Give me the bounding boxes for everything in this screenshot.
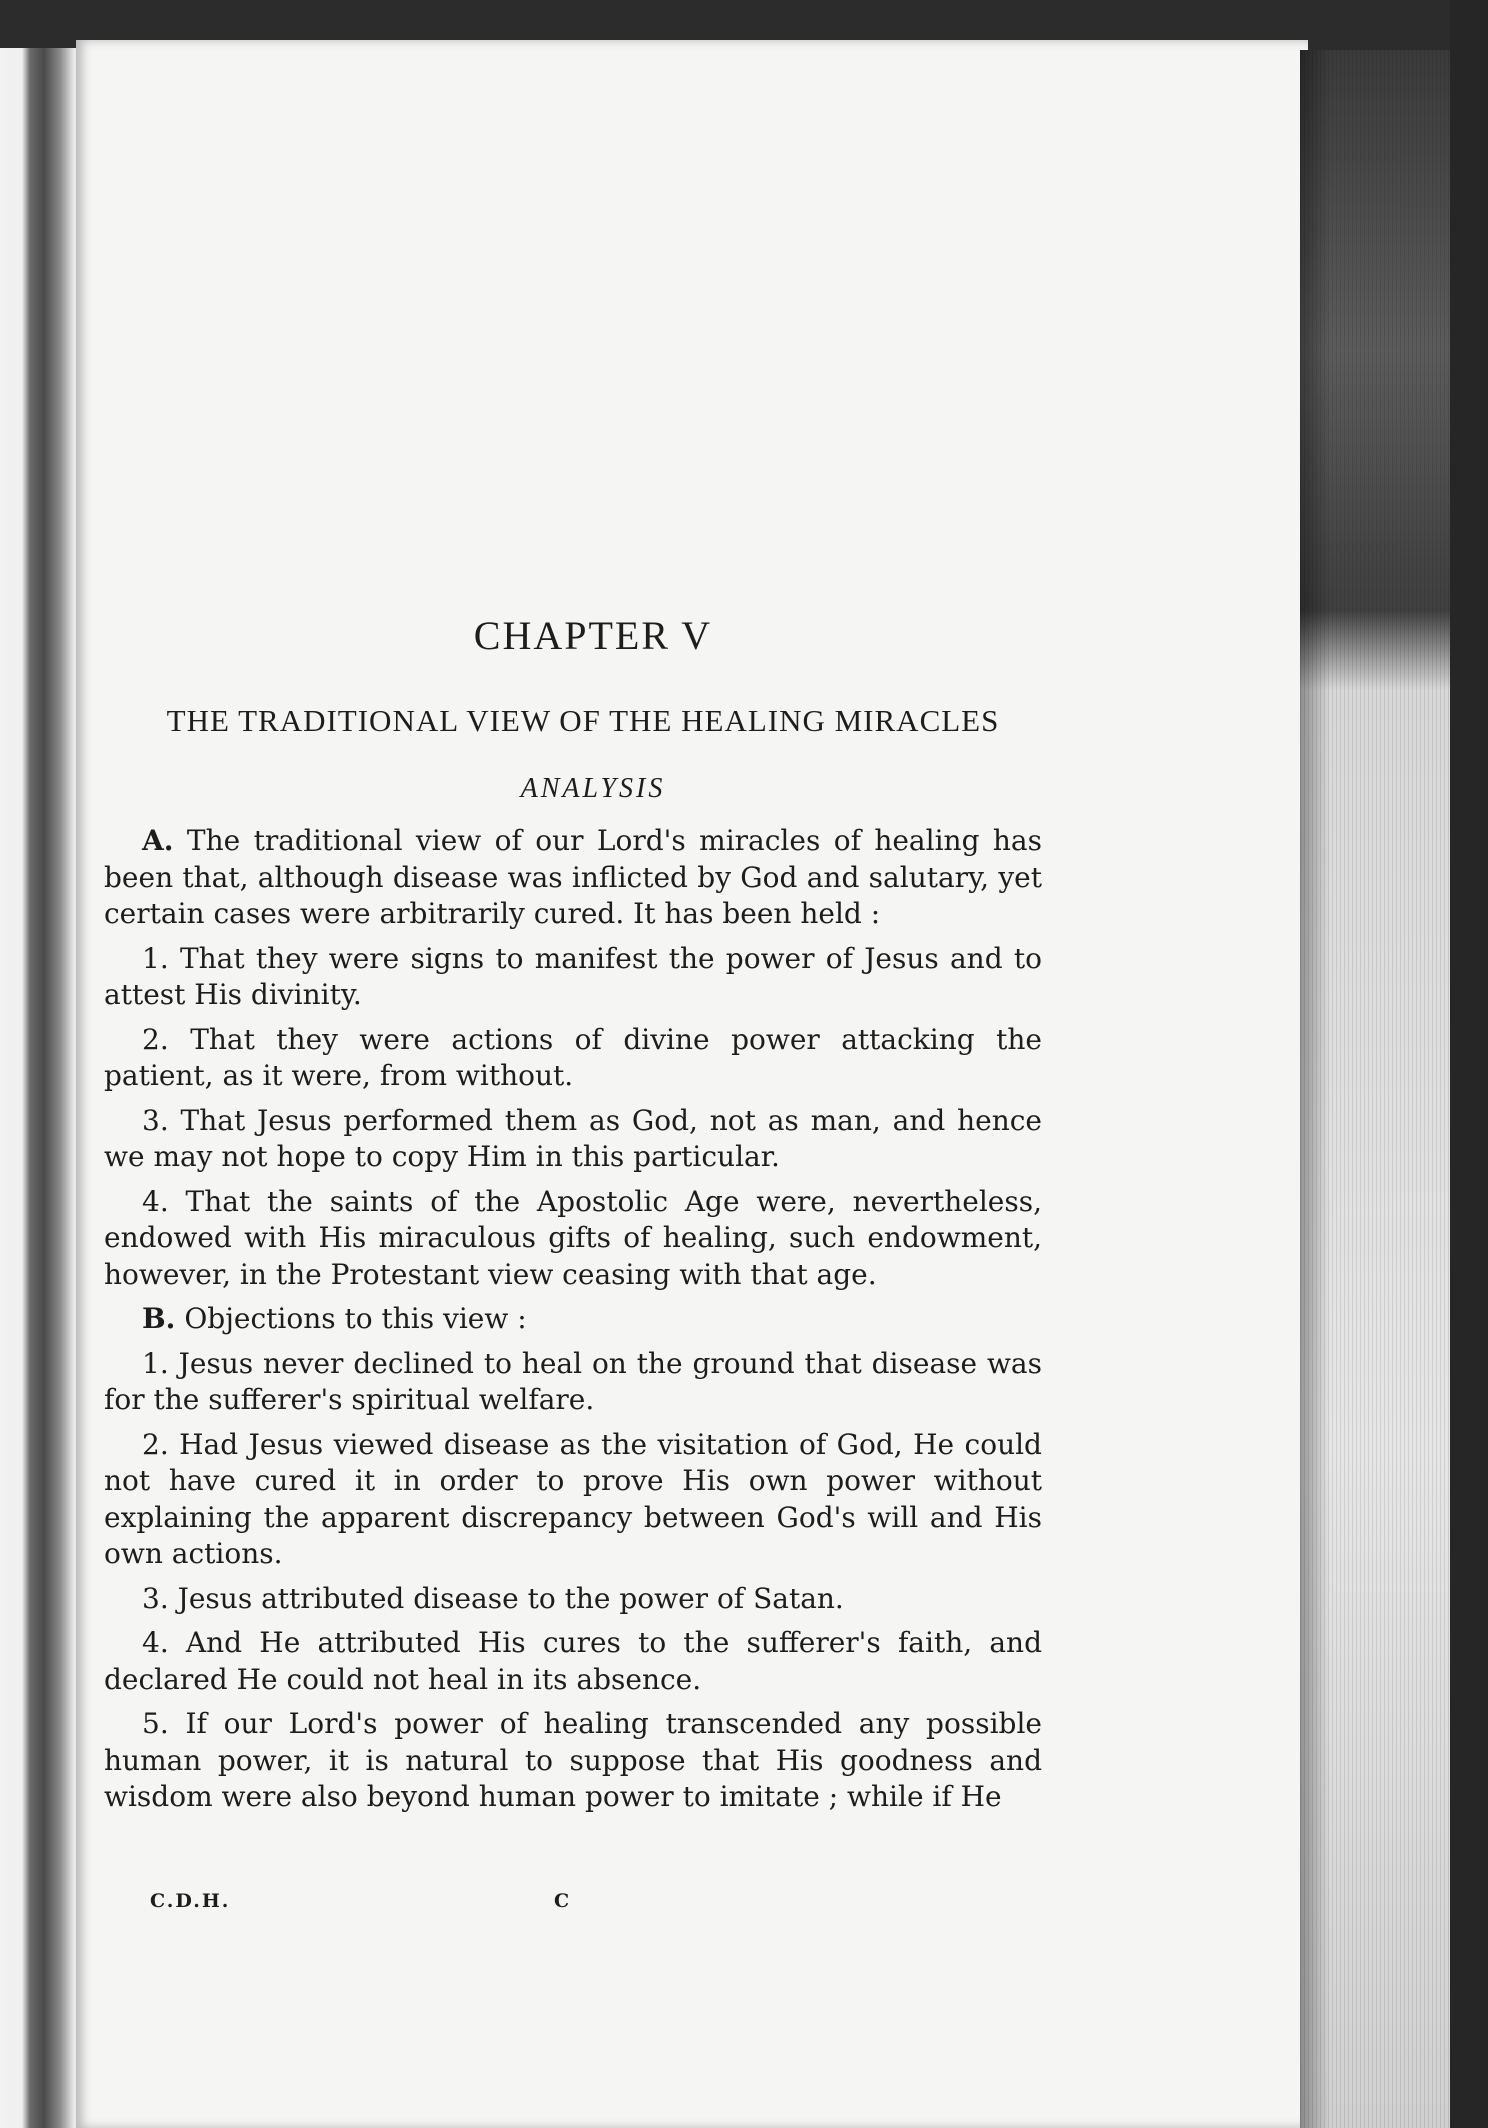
chapter-heading: CHAPTER V — [473, 613, 713, 658]
paragraph-label: B. — [142, 1302, 176, 1335]
scan-background — [1450, 0, 1488, 2128]
analysis-paragraph — [104, 1706, 1042, 1816]
paragraph-label: 1. — [142, 941, 169, 975]
paragraph-text: And He attributed His cures to the sufferer's faith, and declared He could not heal in its absence. — [104, 1626, 1042, 1696]
paragraph-text: Jesus never declined to heal on the ground that disease was for the sufferer's spiritual welfare. — [104, 1346, 1042, 1416]
paragraph-text: That the saints of the Apostolic Age were, nevertheless, endowed with His miraculous gifts of healing, such endowment, however, in the Protestant view ceasing with that age. — [104, 1184, 1042, 1291]
paragraph-text: If our Lord's power of healing transcended any possible human power, it is natural to suppose that His goodness and wisdom were also beyond human power to imitate ; while if He — [104, 1707, 1042, 1813]
paragraph-text: Had Jesus viewed disease as the visitation of God, He could not have cured it in order to prove His own power without explaining the apparent discrepancy between God's will and His own actions. — [104, 1427, 1042, 1570]
analysis-heading: ANALYSIS — [520, 773, 666, 804]
paragraph-text: Objections to this view : — [184, 1302, 527, 1335]
paragraph-text: That they were actions of divine power attacking the patient, as it were, from without. — [104, 1022, 1042, 1092]
analysis-paragraph — [104, 1022, 1042, 1095]
analysis-paragraph — [104, 1184, 1042, 1294]
analysis-paragraph — [104, 823, 1042, 933]
paragraph-text: Jesus attributed disease to the power of Satan. — [177, 1581, 844, 1615]
paragraph-text: That they were signs to manifest the power of Jesus and to attest His divinity. — [104, 941, 1042, 1011]
analysis-body — [104, 823, 1042, 1816]
folio-mark: C — [554, 1890, 570, 1912]
paragraph-label: 4. — [142, 1626, 169, 1659]
paragraph-text: The traditional view of our Lord's miracles of healing has been that, although disease was inflicted by God and salutary, yet certain cases were arbitrarily cured. It has been held : — [104, 824, 1042, 930]
analysis-paragraph — [104, 1625, 1042, 1698]
analysis-paragraph — [104, 1581, 1042, 1618]
analysis-paragraph — [104, 1427, 1042, 1573]
paragraph-label: 1. — [142, 1346, 169, 1380]
paragraph-label: 2. — [142, 1022, 169, 1056]
paragraph-text: That Jesus performed them as God, not as man, and hence we may not hope to copy Him in this particular. — [104, 1103, 1042, 1173]
analysis-paragraph — [104, 1301, 1042, 1338]
chapter-title: THE TRADITIONAL VIEW OF THE HEALING MIRACLES — [166, 703, 1000, 738]
paragraph-label: 4. — [142, 1184, 169, 1218]
signature-mark: C.D.H. — [150, 1890, 231, 1912]
book-gutter — [0, 48, 78, 2128]
analysis-paragraph — [104, 941, 1042, 1014]
analysis-paragraph — [104, 1103, 1042, 1176]
paragraph-label: 3. — [142, 1103, 169, 1137]
page-edges-shadow — [1300, 50, 1330, 2128]
analysis-paragraph — [104, 1346, 1042, 1419]
paragraph-label: 5. — [142, 1707, 169, 1740]
paragraph-label: 2. — [142, 1427, 169, 1461]
paragraph-label: 3. — [142, 1581, 169, 1615]
paragraph-label: A. — [142, 824, 174, 857]
page-text — [104, 612, 1042, 1824]
